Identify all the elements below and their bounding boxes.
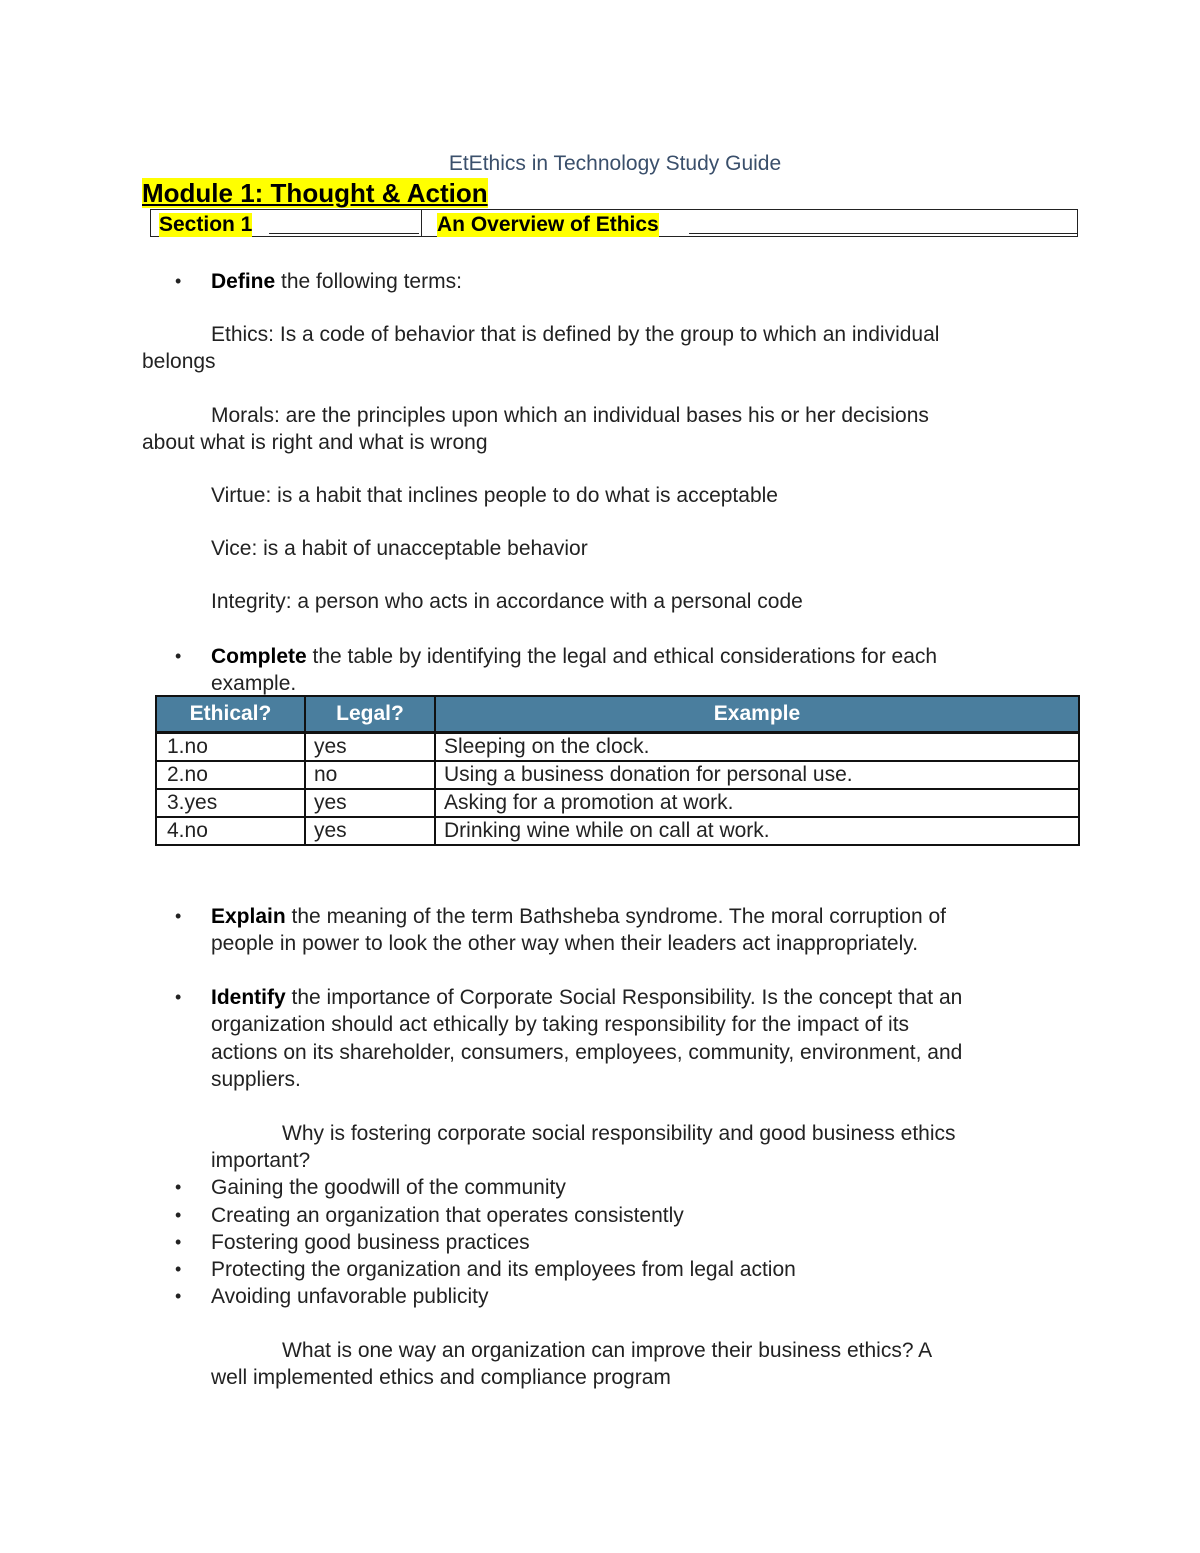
list-item: Creating an organization that operates consistently — [211, 1204, 684, 1227]
define-rest: the following terms: — [275, 270, 462, 293]
list-item: Protecting the organization and its employees from legal action — [211, 1258, 796, 1281]
section-divider — [421, 210, 422, 236]
complete-rest: the table by identifying the legal and ethical considerations for each — [306, 645, 938, 668]
term-morals-line2: about what is right and what is wrong — [142, 431, 488, 454]
identify-rest: the importance of Corporate Social Responsibility. Is the concept that an — [285, 986, 963, 1009]
identify-prompt — [211, 984, 962, 1011]
cell-example: Drinking wine while on call at work. — [435, 817, 1079, 845]
term-ethics-line2: belongs — [142, 350, 216, 373]
header-legal: Legal? — [305, 696, 435, 733]
term-integrity: Integrity: a person who acts in accordance with a personal code — [211, 590, 803, 613]
complete-prompt — [211, 643, 937, 670]
section-number: Section 1 — [159, 213, 253, 236]
identify-line2: organization should act ethically by taking responsibility for the impact of its — [211, 1013, 910, 1036]
module-title-text: Module 1: Thought & Action — [142, 178, 488, 208]
table-row — [156, 817, 1079, 845]
list-item: Gaining the goodwill of the community — [211, 1176, 566, 1199]
complete-prompt-line2: example. — [211, 672, 297, 695]
term-vice: Vice: is a habit of unacceptable behavior — [211, 537, 588, 560]
term-morals-line1: Morals: are the principles upon which an individual bases his or her decisions — [211, 404, 929, 427]
table-row — [156, 733, 1079, 762]
cell-legal: yes — [305, 789, 435, 817]
bullet-define: • — [175, 271, 182, 291]
header-ethical: Ethical? — [156, 696, 305, 733]
cell-example: Using a business donation for personal use. — [435, 761, 1079, 789]
term-virtue: Virtue: is a habit that inclines people to do what is acceptable — [211, 484, 778, 507]
section-name: An Overview of Ethics — [437, 213, 659, 236]
complete-keyword: Complete — [211, 645, 307, 668]
module-title — [142, 178, 488, 208]
term-ethics-line1: Ethics: Is a code of behavior that is defined by the group to which an individual — [211, 323, 940, 346]
bullet-why-5: • — [175, 1286, 182, 1306]
cell-legal: yes — [305, 733, 435, 762]
header-example: Example — [435, 696, 1079, 733]
define-keyword: Define — [211, 270, 276, 293]
cell-ethical: 4.no — [156, 817, 305, 845]
improve-question-line2: well implemented ethics and compliance program — [211, 1366, 671, 1389]
bullet-why-4: • — [175, 1259, 182, 1279]
table-row — [156, 789, 1079, 817]
ethics-table — [155, 695, 1080, 846]
cell-legal: no — [305, 761, 435, 789]
cell-ethical: 3.yes — [156, 789, 305, 817]
bullet-complete: • — [175, 646, 182, 666]
improve-question-line1: What is one way an organization can improve their business ethics? A — [282, 1339, 933, 1362]
explain-line2: people in power to look the other way when their leaders act inappropriately. — [211, 932, 919, 955]
define-prompt — [211, 268, 462, 295]
list-item: Fostering good business practices — [211, 1231, 530, 1254]
section-header-bar — [150, 209, 1078, 237]
explain-prompt — [211, 903, 946, 930]
cell-ethical: 1.no — [156, 733, 305, 762]
bullet-explain: • — [175, 906, 182, 926]
why-question-line1: Why is fostering corporate social responsibility and good business ethics — [282, 1122, 956, 1145]
bullet-identify: • — [175, 987, 182, 1007]
explain-rest: the meaning of the term Bathsheba syndrome. The moral corruption of — [285, 905, 947, 928]
identify-line4: suppliers. — [211, 1068, 301, 1091]
bullet-why-3: • — [175, 1232, 182, 1252]
explain-keyword: Explain — [211, 905, 286, 928]
cell-example: Sleeping on the clock. — [435, 733, 1079, 762]
document-title: EtEthics in Technology Study Guide — [448, 152, 782, 175]
identify-keyword: Identify — [211, 986, 286, 1009]
section-number-underline — [269, 233, 419, 234]
cell-ethical: 2.no — [156, 761, 305, 789]
why-question-line2: important? — [211, 1149, 311, 1172]
bullet-why-1: • — [175, 1177, 182, 1197]
section-name-underline — [689, 233, 1077, 234]
bullet-why-2: • — [175, 1205, 182, 1225]
cell-example: Asking for a promotion at work. — [435, 789, 1079, 817]
cell-legal: yes — [305, 817, 435, 845]
identify-line3: actions on its shareholder, consumers, employees, community, environment, and — [211, 1041, 963, 1064]
list-item: Avoiding unfavorable publicity — [211, 1285, 489, 1308]
table-row — [156, 761, 1079, 789]
table-header-row — [156, 696, 1079, 733]
